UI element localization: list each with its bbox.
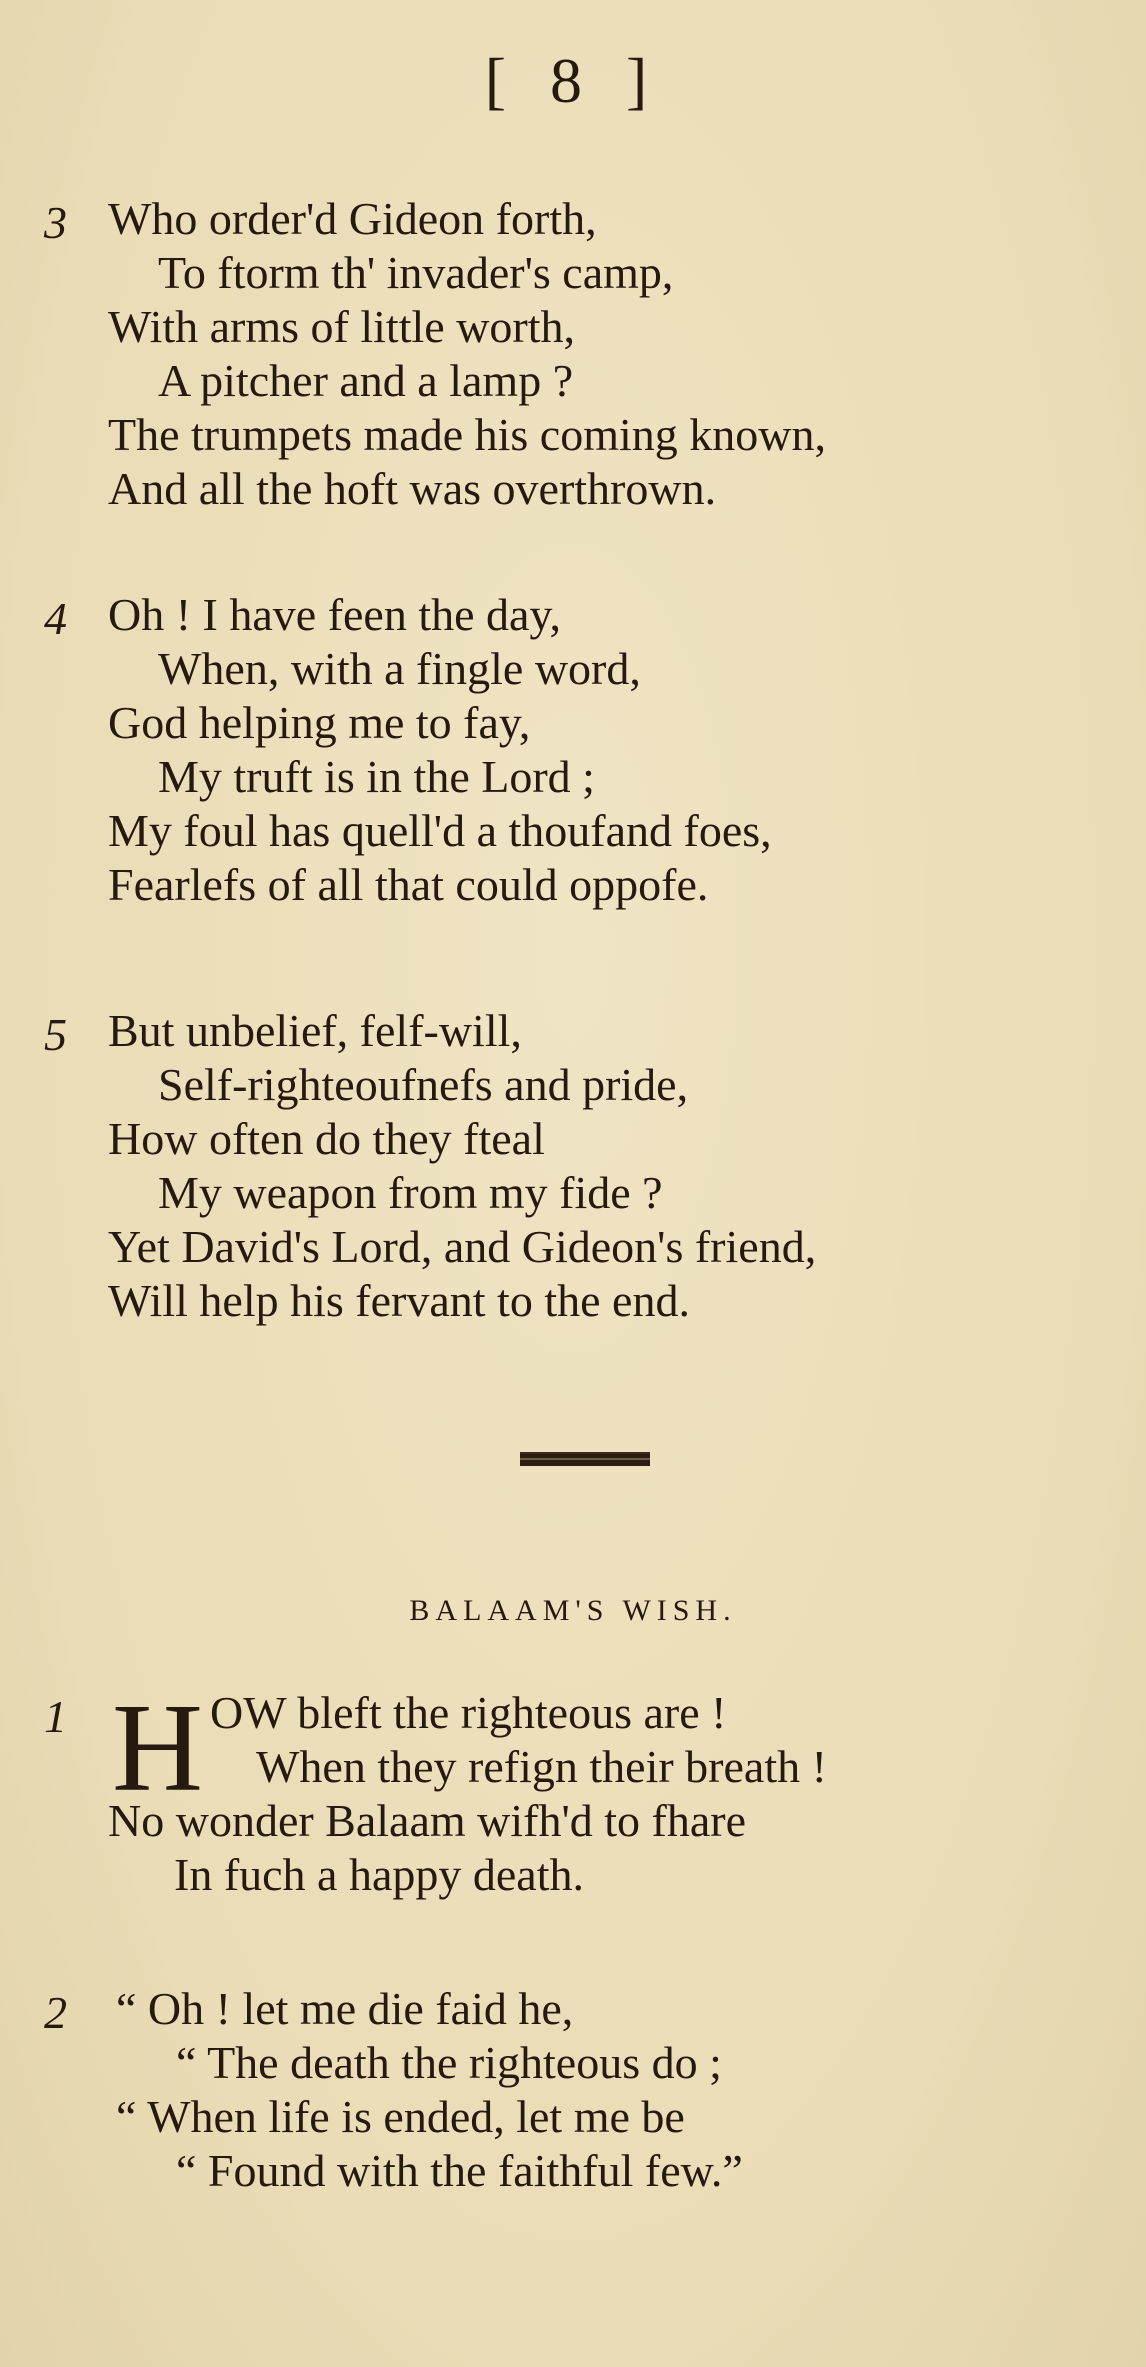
verse-line: To ftorm th' invader's camp, (158, 247, 674, 298)
poem-title: BALAAM'S WISH. (409, 1594, 737, 1627)
verse-line: When they refign their breath ! (256, 1741, 827, 1792)
verse-line: Who order'd Gideon forth, (108, 193, 597, 244)
verse-line: No wonder Balaam wifh'd to fhare (108, 1795, 747, 1846)
verse-line: Fearlefs of all that could oppofe. (108, 859, 709, 910)
verse-line: Will help his fervant to the end. (108, 1275, 690, 1326)
page-number: [ 8 ] (484, 45, 662, 116)
verse-line: “ The death the righteous do ; (176, 2037, 722, 2088)
verse-line: My truft is in the Lord ; (158, 751, 595, 802)
verse-line: The trumpets made his coming known, (108, 409, 826, 460)
verse-number: 3 (44, 197, 67, 248)
verse-line: “ When life is ended, let me be (116, 2091, 685, 2142)
verse-number: 1 (44, 1691, 67, 1742)
drop-cap-letter: H (112, 1679, 203, 1818)
verse-line: Self-righteoufnefs and pride, (158, 1059, 689, 1110)
verse-line: OW bleft the righteous are ! (210, 1687, 727, 1738)
section-divider-rule (520, 1452, 650, 1466)
verse-line: My foul has quell'd a thoufand foes, (108, 805, 772, 856)
verse-line: How often do they fteal (108, 1113, 545, 1164)
verse-line: God helping me to fay, (108, 697, 531, 748)
verse-line: With arms of little worth, (108, 301, 576, 352)
verse-line: Yet David's Lord, and Gideon's friend, (108, 1221, 817, 1272)
verse-line: My weapon from my fide ? (158, 1167, 663, 1218)
verse-line: When, with a fingle word, (158, 643, 641, 694)
verse-number: 2 (44, 1987, 67, 2038)
verse-number: 4 (44, 593, 67, 644)
verse-line: And all the hoft was overthrown. (108, 463, 717, 514)
verse-line: A pitcher and a lamp ? (158, 355, 574, 406)
verse-line: But unbelief, felf-will, (108, 1005, 522, 1056)
verse-line: Oh ! I have feen the day, (108, 589, 561, 640)
verse-line: “ Found with the faithful few.” (176, 2145, 743, 2196)
verse-line: In fuch a happy death. (174, 1849, 585, 1900)
verse-line: “ Oh ! let me die faid he, (116, 1983, 574, 2034)
verse-number: 5 (44, 1009, 67, 1060)
